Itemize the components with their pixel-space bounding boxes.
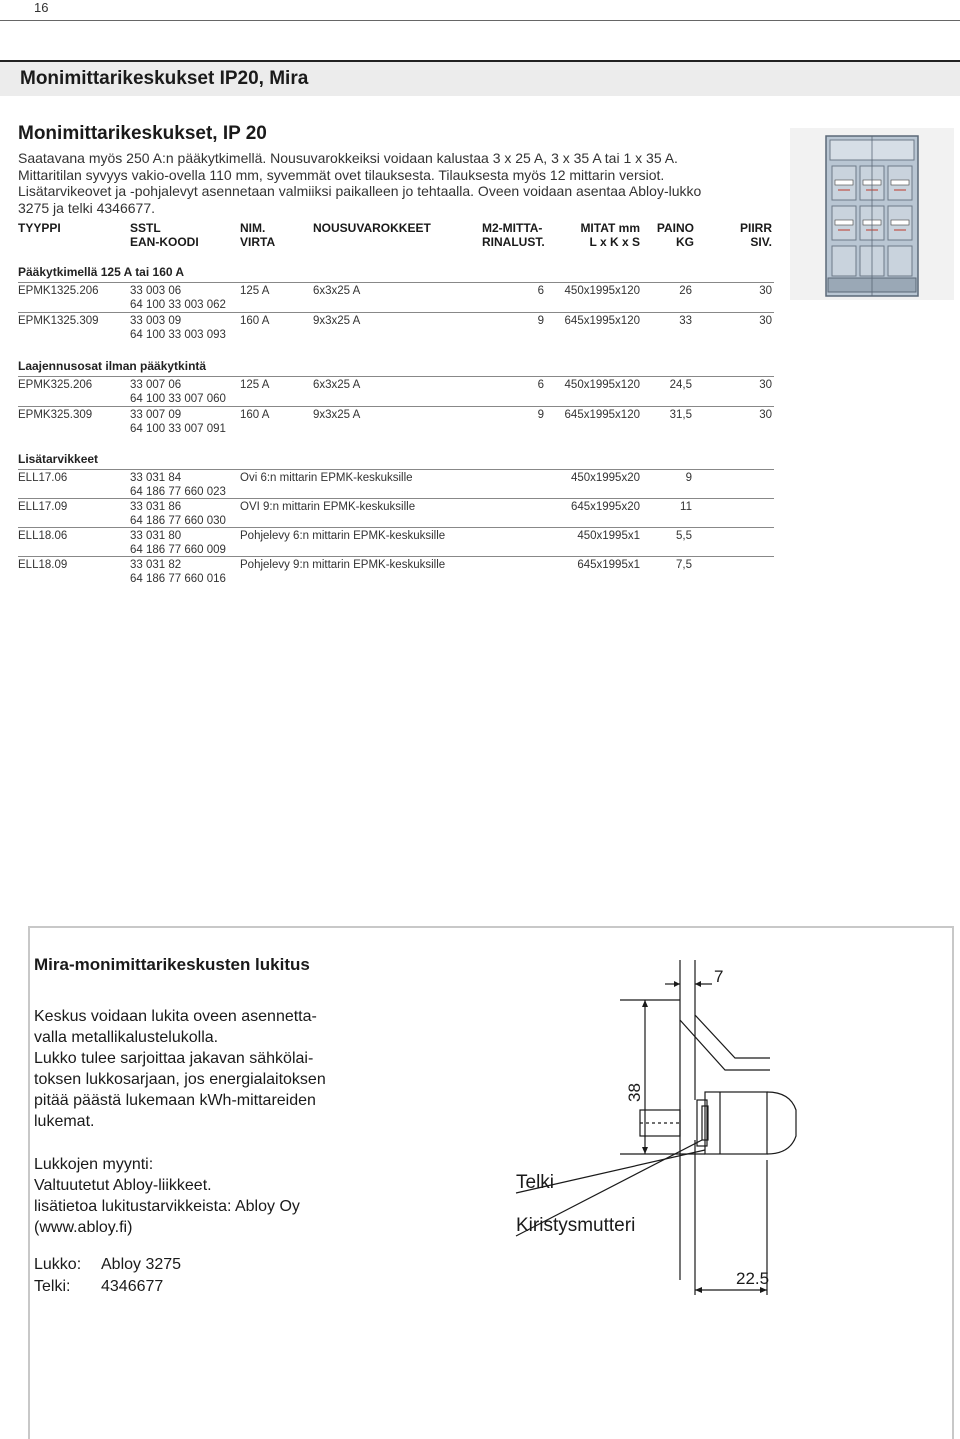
cell-nousu: 6x3x25 A (313, 379, 361, 391)
intro-text (18, 150, 778, 216)
text-line: Keskus voidaan lukita oveen asennetta- (34, 1008, 317, 1025)
label-latch: Telki (516, 1172, 555, 1193)
section-heading: Pääkytkimellä 125 A tai 160 A (18, 265, 185, 279)
lock-model (34, 1256, 181, 1274)
latch-model-value: 4346677 (101, 1278, 164, 1295)
cell-description: OVI 9:n mittarin EPMK-keskuksille (240, 501, 416, 513)
cell-tyyppi: ELL17.06 (18, 472, 68, 484)
divider (18, 527, 774, 528)
cell-piirr: 30 (759, 315, 772, 327)
cell-nim: 125 A (240, 285, 270, 297)
locking-description (34, 1006, 364, 1132)
text-line: (www.abloy.fi) (34, 1219, 133, 1236)
cell-ean: 64 100 33 007 091 (130, 423, 226, 435)
divider (18, 498, 774, 499)
text-line: Lukkojen myynti: (34, 1156, 154, 1173)
cell-description: Pohjelevy 6:n mittarin EPMK-keskuksille (240, 530, 446, 542)
cell-mitat: 645x1995x1 (577, 559, 640, 571)
header-virta: VIRTA (240, 235, 276, 249)
cell-nousu: 9x3x25 A (313, 409, 361, 421)
text-line: lukemat. (34, 1113, 95, 1130)
cell-tyyppi: EPMK325.309 (18, 409, 93, 421)
text-line: valla metallikalustelukolla. (34, 1029, 219, 1046)
header-ean: EAN-KOODI (130, 235, 199, 249)
cell-ean: 64 186 77 660 009 (130, 544, 226, 556)
divider (18, 556, 774, 557)
cell-sstl: 33 003 09 (130, 315, 182, 327)
cell-mitat: 645x1995x20 (570, 501, 640, 513)
header-m2b: RINALUST. (482, 235, 545, 249)
divider (18, 312, 774, 313)
meter-cabinet-photo (790, 128, 954, 300)
cell-nim: 160 A (240, 409, 270, 421)
cell-mitat: 450x1995x1 (577, 530, 640, 542)
cell-m2: 9 (537, 409, 544, 421)
lock-technical-drawing (480, 960, 820, 1295)
cell-description: Pohjelevy 9:n mittarin EPMK-keskuksille (240, 559, 446, 571)
cell-tyyppi: ELL17.09 (18, 501, 68, 513)
divider (18, 469, 774, 470)
cell-sstl: 33 031 80 (130, 530, 182, 542)
divider (18, 406, 774, 407)
intro-line: Mittaritilan syvyys vakio-ovella 110 mm, syvemmät ovet tilauksesta. Tilauksesta myös 12 mittarin versiot. (18, 166, 665, 183)
cell-piirr: 30 (759, 285, 772, 297)
cell-mitat: 450x1995x120 (564, 285, 640, 297)
lock-model-label: Lukko: (34, 1256, 82, 1273)
header-mitat: MITAT mm (580, 221, 640, 235)
dimension-top-label: 7 (714, 967, 724, 986)
cell-sstl: 33 003 06 (130, 285, 182, 297)
text-line: pitää päästä lukemaan kWh-mittareiden (34, 1092, 316, 1109)
section-heading: Lisätarvikkeet (18, 452, 99, 466)
cell-mitat: 645x1995x120 (564, 409, 640, 421)
cell-m2: 6 (537, 285, 544, 297)
dimension-side-label: 38 (625, 1083, 644, 1102)
intro-line: 3275 ja telki 4346677. (18, 199, 155, 216)
page-title: Monimittarikeskukset IP20, Mira (20, 68, 309, 89)
cell-paino: 9 (685, 472, 692, 484)
cell-tyyppi: EPMK325.206 (18, 379, 93, 391)
cell-ean: 64 186 77 660 023 (130, 486, 226, 498)
header-piirr: PIIRR (739, 221, 772, 235)
header-paino-unit: KG (676, 235, 694, 249)
cell-sstl: 33 007 06 (130, 379, 182, 391)
text-line: Lukko tulee sarjoittaa jakavan sähkölai- (34, 1050, 314, 1067)
label-tightening-nut: Kiristysmutteri (516, 1215, 636, 1236)
cell-tyyppi: ELL18.06 (18, 530, 68, 542)
intro-line: Saatavana myös 250 A:n pääkytkimellä. Nousuvarokkeiksi voidaan kalustaa 3 x 25 A, 3 x 35 A tai 1 x 35 A. (18, 150, 678, 166)
cell-description: Ovi 6:n mittarin EPMK-keskuksille (240, 472, 413, 484)
header-mitat-unit: L x K x S (589, 235, 640, 249)
cell-paino: 31,5 (669, 409, 692, 421)
divider (18, 282, 774, 283)
locking-title: Mira-monimittarikeskusten lukitus (34, 955, 310, 974)
header-nim: NIM. (240, 221, 266, 235)
header-tyyppi: TYYPPI (18, 221, 61, 235)
cell-paino: 11 (680, 501, 692, 513)
cell-nim: 125 A (240, 379, 270, 391)
header-paino: PAINO (656, 221, 694, 235)
dimension-bottom-label: 22.5 (736, 1269, 770, 1288)
cell-tyyppi: ELL18.09 (18, 559, 68, 571)
header-m2a: M2-MITTA- (482, 221, 543, 235)
title-band (0, 60, 960, 96)
cell-mitat: 450x1995x20 (570, 472, 640, 484)
section-title: Monimittarikeskukset, IP 20 (18, 123, 267, 144)
latch-model-label: Telki: (34, 1278, 71, 1295)
header-nousu: NOUSUVAROKKEET (313, 221, 431, 235)
top-rule (0, 20, 960, 21)
cell-sstl: 33 031 82 (130, 559, 182, 571)
cell-m2: 9 (537, 315, 544, 327)
header-piirr-sivu: SIV. (750, 235, 772, 249)
cell-paino: 26 (679, 285, 692, 297)
lock-sales-info (34, 1154, 414, 1238)
cell-nousu: 6x3x25 A (313, 285, 361, 297)
cell-ean: 64 100 33 003 062 (130, 299, 226, 311)
text-line: Valtuutetut Abloy-liikkeet. (34, 1177, 212, 1194)
header-sstl: SSTL (130, 221, 161, 235)
cell-sstl: 33 031 86 (130, 501, 182, 513)
cell-nousu: 9x3x25 A (313, 315, 361, 327)
cell-piirr: 30 (759, 379, 772, 391)
cell-ean: 64 100 33 003 093 (130, 329, 226, 341)
divider (18, 376, 774, 377)
cell-sstl: 33 007 09 (130, 409, 182, 421)
cell-sstl: 33 031 84 (130, 472, 182, 484)
cell-ean: 64 186 77 660 030 (130, 515, 226, 527)
cell-paino: 33 (679, 315, 692, 327)
cell-paino: 5,5 (676, 530, 692, 542)
cell-piirr: 30 (759, 409, 772, 421)
cell-paino: 24,5 (669, 379, 692, 391)
intro-line: Lisätarvikeovet ja -pohjalevyt asennetaan valmiiksi paikalleen jo tehtaalla. Oveen voidaan asentaa Abloy-lukko (18, 183, 702, 199)
cell-m2: 6 (537, 379, 544, 391)
cell-paino: 7,5 (676, 559, 692, 571)
cell-ean: 64 100 33 007 060 (130, 393, 226, 405)
cell-tyyppi: EPMK1325.206 (18, 285, 99, 297)
lock-model-value: Abloy 3275 (101, 1256, 182, 1273)
latch-model (34, 1278, 163, 1296)
cell-mitat: 450x1995x120 (564, 379, 640, 391)
cell-mitat: 645x1995x120 (564, 315, 640, 327)
cell-ean: 64 186 77 660 016 (130, 573, 226, 585)
cell-nim: 160 A (240, 315, 270, 327)
page-number: 16 (34, 0, 49, 15)
section-heading: Laajennusosat ilman pääkytkintä (18, 359, 207, 373)
text-line: toksen lukkosarjaan, jos energialaitoksen (34, 1071, 326, 1088)
text-line: lisätietoa lukitustarvikkeista: Abloy Oy (34, 1198, 300, 1215)
cell-tyyppi: EPMK1325.309 (18, 315, 99, 327)
